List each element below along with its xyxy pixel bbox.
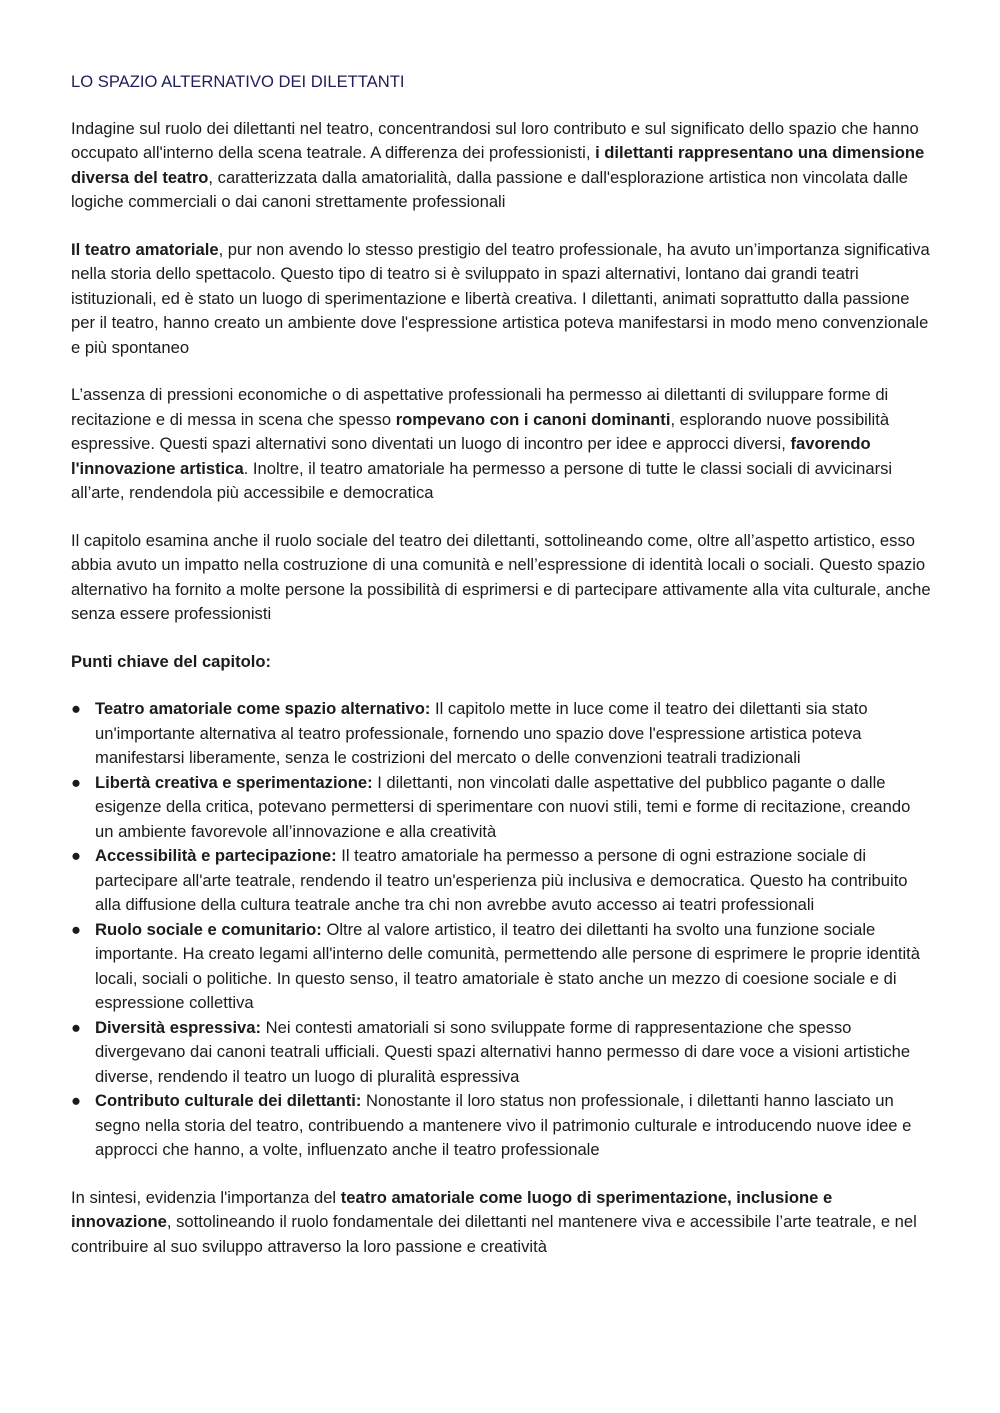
point-text: Oltre al valore artistico, il teatro dei dilettanti ha svolto una funzione sociale importante. Ha creato legami all'interno delle comunità, permettendo alle persone di esprimere le proprie identità locali, sociali o politiche. In questo senso, il teatro amatoriale è stato anche un mezzo di coesione sociale e di espressione collettiva (95, 919, 921, 1012)
point-text: Il teatro amatoriale ha permesso a persone di ogni estrazione sociale di partecipare all'arte teatrale, rendendo il teatro un'esperienza più inclusiva e democratica. Questo ha contribuito alla diffusione della cultura teatrale anche tra chi non avrebbe avuto accesso ai teatri professionali (95, 846, 908, 914)
text-run: , sottolineando il ruolo fondamentale dei dilettanti nel mantenere viva e accessibile l’arte teatrale, e nel contribuire al suo sviluppo attraverso la loro passione e creatività (71, 1212, 917, 1256)
bullet-icon: ● (71, 1017, 82, 1037)
bullet-icon: ● (71, 699, 82, 718)
point-text: I dilettanti, non vincolati dalle aspettative del pubblico pagante o dalle esigenze della critica, potevano permettersi di sperimentare con nuovi stili, temi e forme di recitazione, creando un ambiente favorevole all’innovazione e alla creatività (95, 772, 911, 841)
text-run: Il capitolo esamina anche il ruolo sociale del teatro dei dilettanti, sottolineando come, oltre all’aspetto artistico, esso abbia avuto un impatto nella costruzione di una comunità e nell’espressione di identità locali o sociali. Questo spazio alternativo ha fornito a molte persone la possibilità di esprimersi e di partecipare attivamente alla vita culturale, anche senza essere professionisti (71, 530, 931, 623)
point-text: Nonostante il loro status non professionale, i dilettanti hanno lasciato un segno nella storia del teatro, contribuendo a mantenere vivo il patrimonio culturale e introducendo nuove idee e approcci che hanno, a volte, influenzato anche il teatro professionale (95, 1091, 912, 1159)
list-item (71, 918, 933, 1016)
key-points-list (71, 697, 933, 1163)
bullet-icon: ● (71, 772, 82, 792)
paragraph-4 (71, 529, 933, 627)
bullet-icon: ● (71, 919, 82, 939)
document-title: LO SPAZIO ALTERNATIVO DEI DILETTANTI (71, 72, 405, 91)
list-item (71, 697, 933, 771)
bold-text-run: favorendo l'innovazione artistica (71, 434, 871, 478)
bullet-icon: ● (71, 846, 82, 865)
text-run: . Inoltre, il teatro amatoriale ha permesso a persone di tutte le classi sociali di avvicinarsi all’arte, rendendola più accessibile e democratica (71, 458, 893, 502)
paragraph-1 (71, 117, 933, 215)
bullet-icon: ● (71, 1091, 82, 1110)
point-label: Contributo culturale dei dilettanti: (95, 1091, 362, 1110)
list-item (71, 1089, 933, 1163)
point-label: Accessibilità e partecipazione: (95, 846, 337, 865)
bold-text-run: i dilettanti rappresentano una dimensione diversa del teatro (71, 143, 925, 187)
text-run: In sintesi, evidenzia l'importanza del (71, 1187, 341, 1207)
point-label: Ruolo sociale e comunitario: (95, 919, 322, 939)
intro-paragraphs (71, 117, 933, 627)
point-label: Diversità espressiva: (95, 1017, 262, 1037)
text-run: L’assenza di pressioni economiche o di aspettative professionali ha permesso ai dilettanti di sviluppare forme di recitazione e di messa in scena che spesso (71, 385, 889, 429)
list-item (71, 1016, 933, 1090)
point-text: Nei contesti amatoriali si sono sviluppate forme di rappresentazione che spesso divergevano dai canoni teatrali ufficiali. Questi spazi alternativi hanno permesso di dare voce a visioni artistiche diverse, rendendo il teatro un luogo di pluralità espressiva (95, 1017, 911, 1086)
document-page (71, 70, 933, 1282)
point-label: Libertà creativa e sperimentazione: (95, 772, 373, 792)
point-text: Il capitolo mette in luce come il teatro dei dilettanti sia stato un'importante alternativa al teatro professionale, fornendo uno spazio dove l'espressione artistica poteva manifestarsi liberamente, senza le costrizioni del mercato o delle convenzioni teatrali tradizionali (95, 699, 868, 767)
text-run: Indagine sul ruolo dei dilettanti nel teatro, concentrandosi sul loro contributo e sul significato dello spazio che hanno occupato all'interno della scena teatrale. A differenza dei professionisti, (71, 118, 919, 162)
list-item (71, 844, 933, 918)
paragraph-2 (71, 238, 933, 361)
text-run: , esplorando nuove possibilità espressive. Questi spazi alternativi sono diventati un luogo di incontro per idee e approcci diversi, (71, 409, 890, 453)
conclusion-paragraph (71, 1186, 933, 1260)
key-points-heading: Punti chiave del capitolo: (71, 651, 272, 671)
text-run: , pur non avendo lo stesso prestigio del teatro professionale, ha avuto un’importanza significativa nella storia dello spettacolo. Questo tipo di teatro si è sviluppato in spazi alternativi, lontano dai grandi teatri istituzionali, ed è stato un luogo di sperimentazione e libertà creativa. I dilettanti, animati soprattutto dalla passione per il teatro, hanno creato un ambiente dove l'espressione artistica poteva manifestarsi in modo meno convenzionale e più spontaneo (71, 239, 930, 357)
list-item (71, 771, 933, 845)
text-run: , caratterizzata dalla amatorialità, dalla passione e dall'esplorazione artistica non vincolata dalle logiche commerciali o dai canoni strettamente professionali (71, 167, 909, 211)
bold-text-run: teatro amatoriale come luogo di sperimentazione, inclusione e innovazione (71, 1187, 833, 1231)
point-label: Teatro amatoriale come spazio alternativo: (95, 699, 431, 718)
paragraph-3 (71, 383, 933, 506)
bold-text-run: Il teatro amatoriale (71, 239, 219, 259)
bold-text-run: rompevano con i canoni dominanti (395, 409, 671, 429)
